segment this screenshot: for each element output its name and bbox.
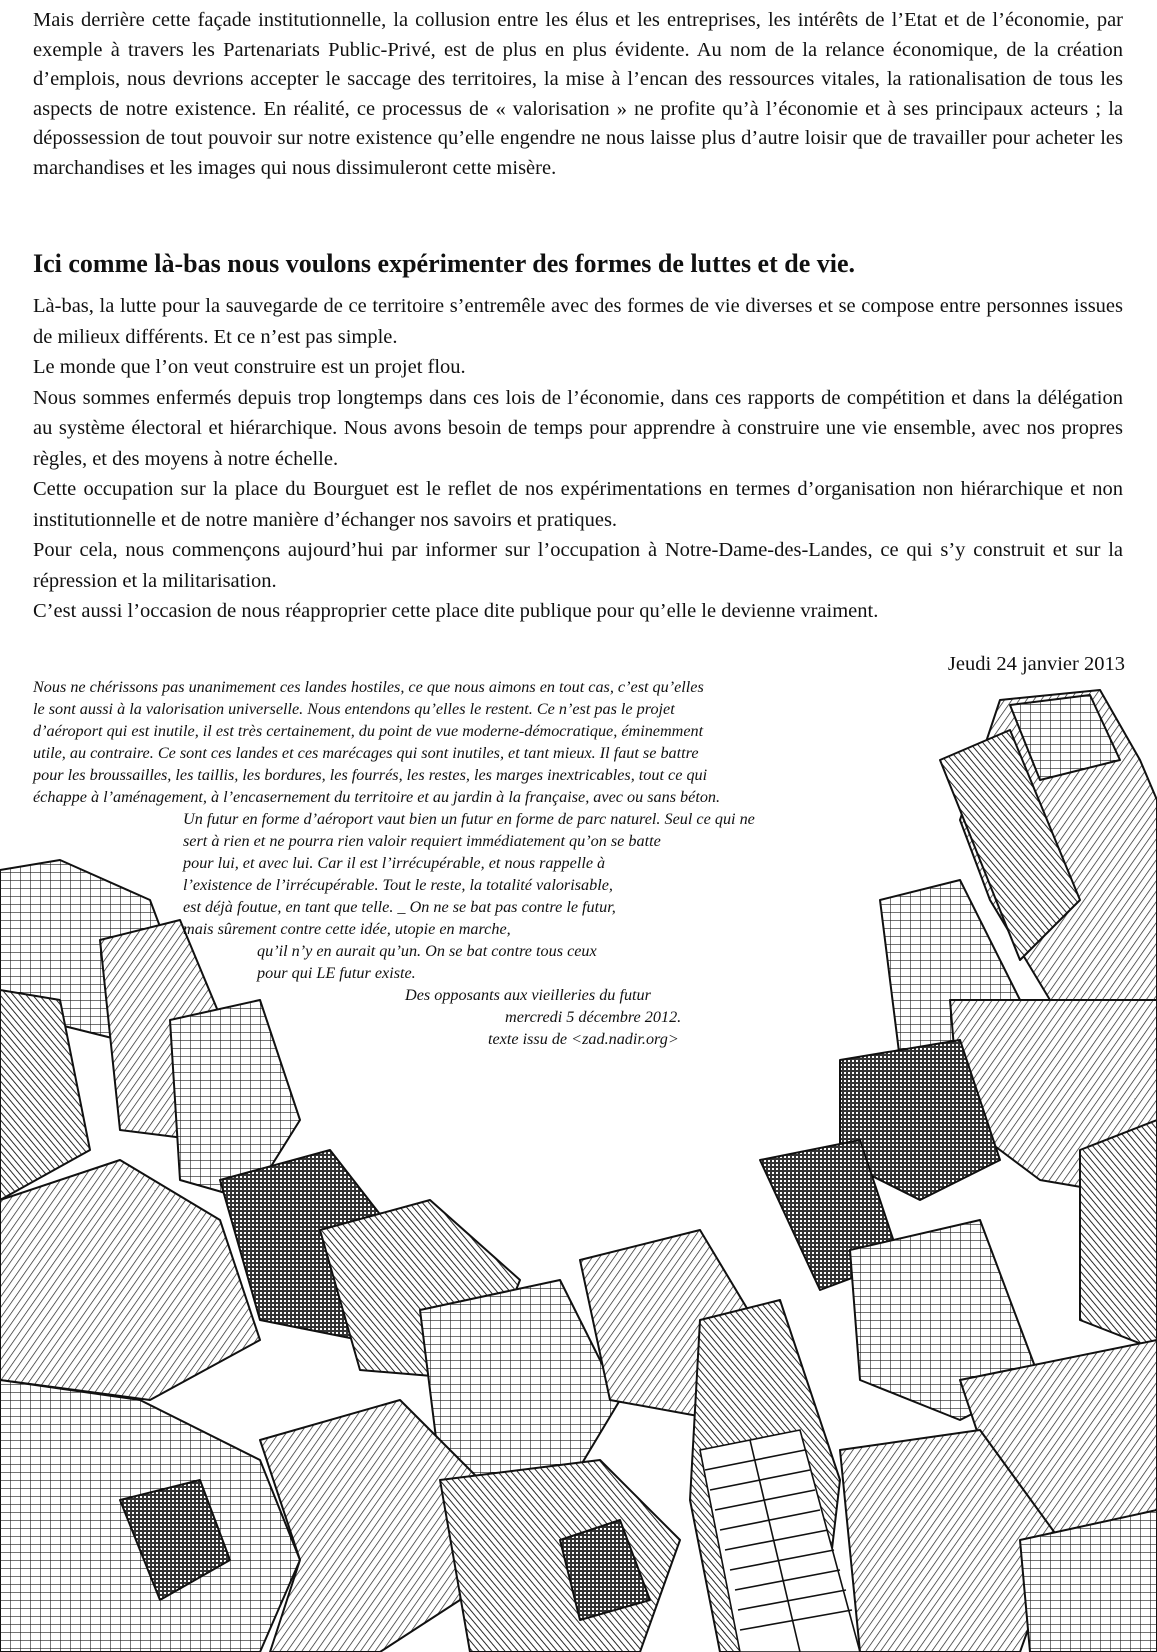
quote-line: pour lui, et avec lui. Car il est l’irrécupérable, et nous rappelle à: [183, 854, 606, 872]
quote-line: le sont aussi à la valorisation universelle. Nous entendons qu’elles le restent. Ce n’est pas le projet: [33, 700, 675, 718]
quote-line: utile, au contraire. Ce sont ces landes et ces marécages qui sont inutiles, et tant mieux. Il faut se battre: [33, 744, 699, 762]
quote-line: qu’il n’y en aurait qu’un. On se bat contre tous ceux: [257, 942, 597, 960]
section-heading: Ici comme là-bas nous voulons expérimenter des formes de luttes et de vie.: [33, 249, 856, 278]
body-line: Nous sommes enfermés depuis trop longtemps dans ces lois de l’économie, dans ces rapports de compétition et dans la délégation au système électoral et hiérarchique. Nous avons besoin de temps pour apprendre à construire une vie ensemble, avec nos propres règles, et des moyens à notre échelle.: [33, 386, 1123, 470]
intro-paragraph: Mais derrière cette façade institutionnelle, la collusion entre les élus et les entreprises, les intérêts de l’Etat et de l’économie, par exemple à travers les Partenariats Public-Privé, est de plus en plus évidente. Au nom de la relance économique, de la création d’emplois, nous devrions accepter le saccage des territoires, la mise à l’encan des ressources vitales, la rationalisation de tous les aspects de notre existence. En réalité, ce processus de « valorisation » ne profite qu’à l’économie et à ses principaux acteurs ; la dépossession de tout pouvoir sur notre existence qu’elle engendre ne nous laisse plus d’autre loisir que de travailler pour acheter les marchandises et les images qui nous dissimuleront cette misère.: [33, 9, 1123, 179]
quote-line: Nous ne chérissons pas unanimement ces landes hostiles, ce que nous aimons en tout cas, c’est qu’elles: [33, 678, 704, 696]
body-line: C’est aussi l’occasion de nous réapproprier cette place dite publique pour qu’elle le devienne vraiment.: [33, 600, 879, 622]
quote-line: d’aéroport qui est inutile, il est très certainement, du point de vue moderne-démocratique, éminemment: [33, 722, 704, 740]
quote-line: pour les broussailles, les taillis, les bordures, les fourrés, les restes, les marges inextricables, tout ce qui: [33, 766, 708, 784]
quote-line: sert à rien et ne pourra rien valoir requiert immédiatement qu’on se batte: [183, 832, 661, 850]
body-line: Là-bas, la lutte pour la sauvegarde de ce territoire s’entremêle avec des formes de vie diverses et se compose entre personnes issues de milieux différents. Et ce n’est pas simple.: [33, 295, 1123, 348]
quote-line: l’existence de l’irrécupérable. Tout le reste, la totalité valorisable,: [183, 876, 613, 894]
quote-line: échappe à l’aménagement, à l’encasernement du territoire et au jardin à la française, avec ou sans béton.: [33, 788, 721, 806]
quote-source: texte issu de <zad.nadir.org>: [488, 1030, 679, 1048]
body-paragraph: [33, 291, 1123, 627]
body-line: Le monde que l’on veut construire est un projet flou.: [33, 356, 466, 378]
quote-line: pour qui LE futur existe.: [257, 964, 416, 982]
quote-signature: Des opposants aux vieilleries du futur: [405, 986, 651, 1004]
quote-line: est déjà foutue, en tant que telle. _ On ne se bat pas contre le futur,: [183, 898, 616, 916]
body-line: Cette occupation sur la place du Bourguet est le reflet de nos expérimentations en termes d’organisation non hiérarchique et non institutionnelle et de notre manière d’échanger nos savoirs et pratiques.: [33, 478, 1123, 531]
quote-line: mais sûrement contre cette idée, utopie en marche,: [183, 920, 511, 938]
date-line: Jeudi 24 janvier 2013: [947, 653, 1125, 675]
quote-line: Un futur en forme d’aéroport vaut bien un futur en forme de parc naturel. Seul ce qui ne: [183, 810, 755, 828]
body-line: Pour cela, nous commençons aujourd’hui par informer sur l’occupation à Notre-Dame-des-Landes, ce qui s’y construit et sur la répression et la militarisation.: [33, 539, 1123, 592]
quote-date: mercredi 5 décembre 2012.: [505, 1008, 682, 1026]
